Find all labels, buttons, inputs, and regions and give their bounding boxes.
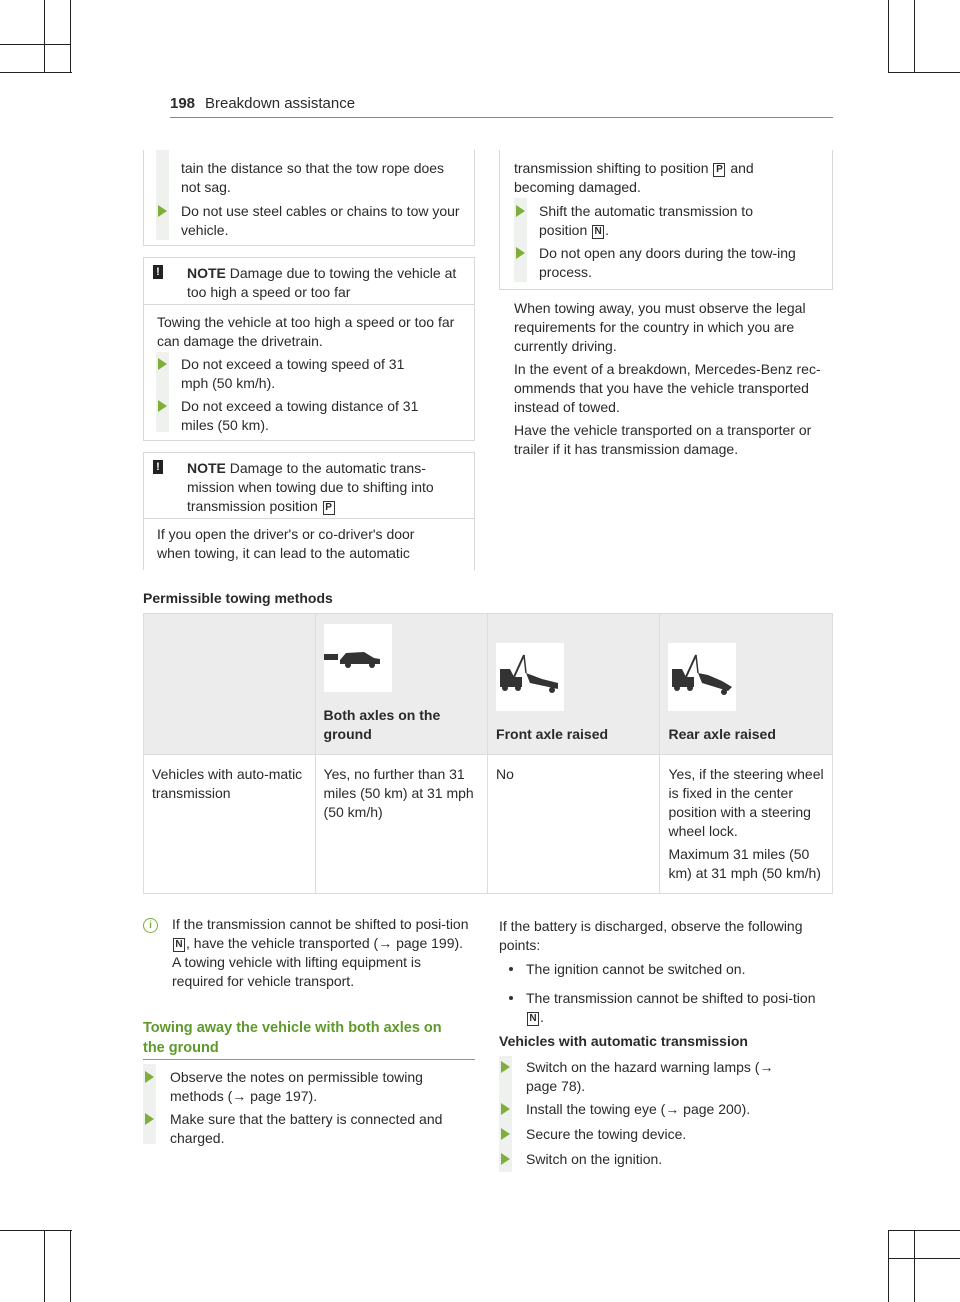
bullet-speed: Do not exceed a towing speed of 31 mph (50 km/h). bbox=[181, 356, 405, 391]
action-bullet-icon bbox=[145, 1071, 154, 1083]
continuation-text: tain the distance so that the tow rope does not sag. bbox=[181, 160, 445, 195]
tow-truck-rear-raised-icon bbox=[668, 643, 736, 711]
crop-mark bbox=[888, 1230, 960, 1231]
note-label: NOTE bbox=[187, 460, 226, 476]
paragraph-recommend: In the event of a breakdown, Mercedes-Benz rec-ommends that you have the vehicle transported instead of towed. bbox=[514, 361, 821, 415]
gear-p-symbol: P bbox=[713, 163, 725, 177]
action-bullet-icon bbox=[158, 400, 167, 412]
step-towing-eye: Install the towing eye (→ page 200). bbox=[526, 1101, 751, 1117]
action-bullet-icon bbox=[501, 1153, 510, 1165]
page-title: Breakdown assistance bbox=[205, 95, 356, 112]
action-bullet-icon bbox=[501, 1061, 510, 1073]
warning-icon: ! bbox=[153, 265, 163, 279]
paragraph-legal: When towing away, you must observe the legal requirements for the country in which you are currently driving. bbox=[514, 300, 806, 354]
action-bullet-icon bbox=[145, 1113, 154, 1125]
bullet-steel-cables: Do not use steel cables or chains to tow your vehicle. bbox=[181, 203, 460, 238]
bullet-distance: Do not exceed a towing distance of 31 miles (50 km). bbox=[181, 398, 419, 433]
step-ignition: Switch on the ignition. bbox=[526, 1151, 663, 1167]
note-title bbox=[187, 264, 465, 302]
subheading-automatic: Vehicles with automatic transmission bbox=[499, 1033, 748, 1049]
action-bullet-icon bbox=[501, 1103, 510, 1115]
gear-n-symbol: N bbox=[527, 1012, 539, 1026]
crop-mark bbox=[888, 1258, 960, 1259]
info-text: If the transmission cannot be shifted to posi-tion N , have the vehicle transported (→ page 199). A towing vehicle with lifting equipment is required for vehicle transport. bbox=[172, 916, 469, 989]
gear-p-symbol: P bbox=[323, 501, 335, 515]
crop-mark bbox=[888, 1230, 889, 1302]
cell-rear-raised: Yes, if the steering wheel is fixed in the center position with a steering wheel lock. Maximum 31 miles (50 km) at 31 mph (50 km/h) bbox=[660, 755, 833, 894]
note-title: NOTE Damage to the automatic trans- mission when towing due to shifting into transmission position P bbox=[187, 460, 434, 514]
crop-mark bbox=[914, 1230, 915, 1302]
note-body: If you open the driver's or co-driver's door when towing, it can lead to the automatic bbox=[157, 526, 415, 561]
crop-mark bbox=[44, 0, 45, 72]
note-label: NOTE bbox=[187, 265, 226, 281]
table-header-cell bbox=[660, 614, 833, 755]
table-header-empty bbox=[144, 614, 316, 755]
bullet-gutter bbox=[156, 150, 169, 240]
crop-mark bbox=[0, 1230, 72, 1231]
info-icon: i bbox=[143, 918, 158, 933]
row-label: Vehicles with auto-matic transmission bbox=[144, 755, 316, 894]
step-secure-device: Secure the towing device. bbox=[526, 1126, 687, 1142]
table-header-cell bbox=[315, 614, 487, 755]
col-both-axles: Both axles on the ground bbox=[323, 707, 441, 742]
note-body: Towing the vehicle at too high a speed or too far can damage the drivetrain. bbox=[157, 314, 455, 349]
section-heading: Towing away the vehicle with both axles on the ground bbox=[143, 1020, 442, 1056]
list-item-ignition: The ignition cannot be switched on. bbox=[526, 961, 746, 977]
action-bullet-icon bbox=[158, 205, 167, 217]
bullet-observe-notes: Observe the notes on permissible towing methods (→ page 197). bbox=[170, 1069, 423, 1104]
page-number: 198 bbox=[170, 95, 196, 112]
crop-mark bbox=[914, 0, 915, 72]
col-rear-raised: Rear axle raised bbox=[668, 726, 776, 742]
section-rule bbox=[143, 1059, 475, 1060]
paragraph-transporter: Have the vehicle transported on a transporter or trailer if it has transmission damage. bbox=[514, 422, 812, 457]
action-bullet-icon bbox=[516, 205, 525, 217]
bullet-battery: Make sure that the battery is connected and charged. bbox=[170, 1111, 443, 1146]
bullet-doors: Do not open any doors during the tow-ing process. bbox=[539, 245, 796, 280]
crop-mark bbox=[0, 44, 70, 45]
step-hazard-lamps: Switch on the hazard warning lamps (→ page 78). bbox=[526, 1059, 774, 1094]
battery-intro: If the battery is discharged, observe the following points: bbox=[499, 918, 803, 953]
table-header-row bbox=[144, 614, 833, 755]
cell-both-axles: Yes, no further than 31 miles (50 km) at 31 mph (50 km/h) bbox=[315, 755, 487, 894]
cell-front-raised: No bbox=[488, 755, 660, 894]
table-row bbox=[144, 755, 833, 894]
table-header-cell bbox=[488, 614, 660, 755]
tow-truck-front-raised-icon bbox=[496, 643, 564, 711]
crop-mark bbox=[70, 1230, 71, 1302]
note-title-text: Damage due to towing the vehicle at too high a speed or too far bbox=[187, 265, 457, 300]
crop-mark bbox=[888, 0, 889, 72]
continuation-text: transmission shifting to position P and becoming damaged. bbox=[514, 160, 754, 195]
crop-mark bbox=[888, 72, 960, 73]
action-bullet-icon bbox=[501, 1128, 510, 1140]
car-towed-icon bbox=[324, 624, 392, 692]
warning-icon: ! bbox=[153, 460, 163, 474]
crop-mark bbox=[44, 1230, 45, 1302]
crop-mark bbox=[70, 0, 71, 72]
table-heading: Permissible towing methods bbox=[143, 590, 333, 606]
bullet-shift-n: Shift the automatic transmission to position N . bbox=[539, 203, 753, 238]
col-front-raised: Front axle raised bbox=[496, 726, 609, 742]
action-bullet-icon bbox=[158, 358, 167, 370]
crop-mark bbox=[0, 72, 72, 73]
gear-n-symbol: N bbox=[592, 225, 604, 239]
gear-n-symbol: N bbox=[173, 938, 185, 952]
action-bullet-icon bbox=[516, 247, 525, 259]
list-dot bbox=[509, 967, 513, 971]
list-dot bbox=[509, 996, 513, 1000]
list-item-transmission: The transmission cannot be shifted to posi-tion N . bbox=[526, 990, 816, 1025]
towing-methods-table bbox=[143, 613, 833, 894]
header-rule bbox=[170, 117, 833, 118]
